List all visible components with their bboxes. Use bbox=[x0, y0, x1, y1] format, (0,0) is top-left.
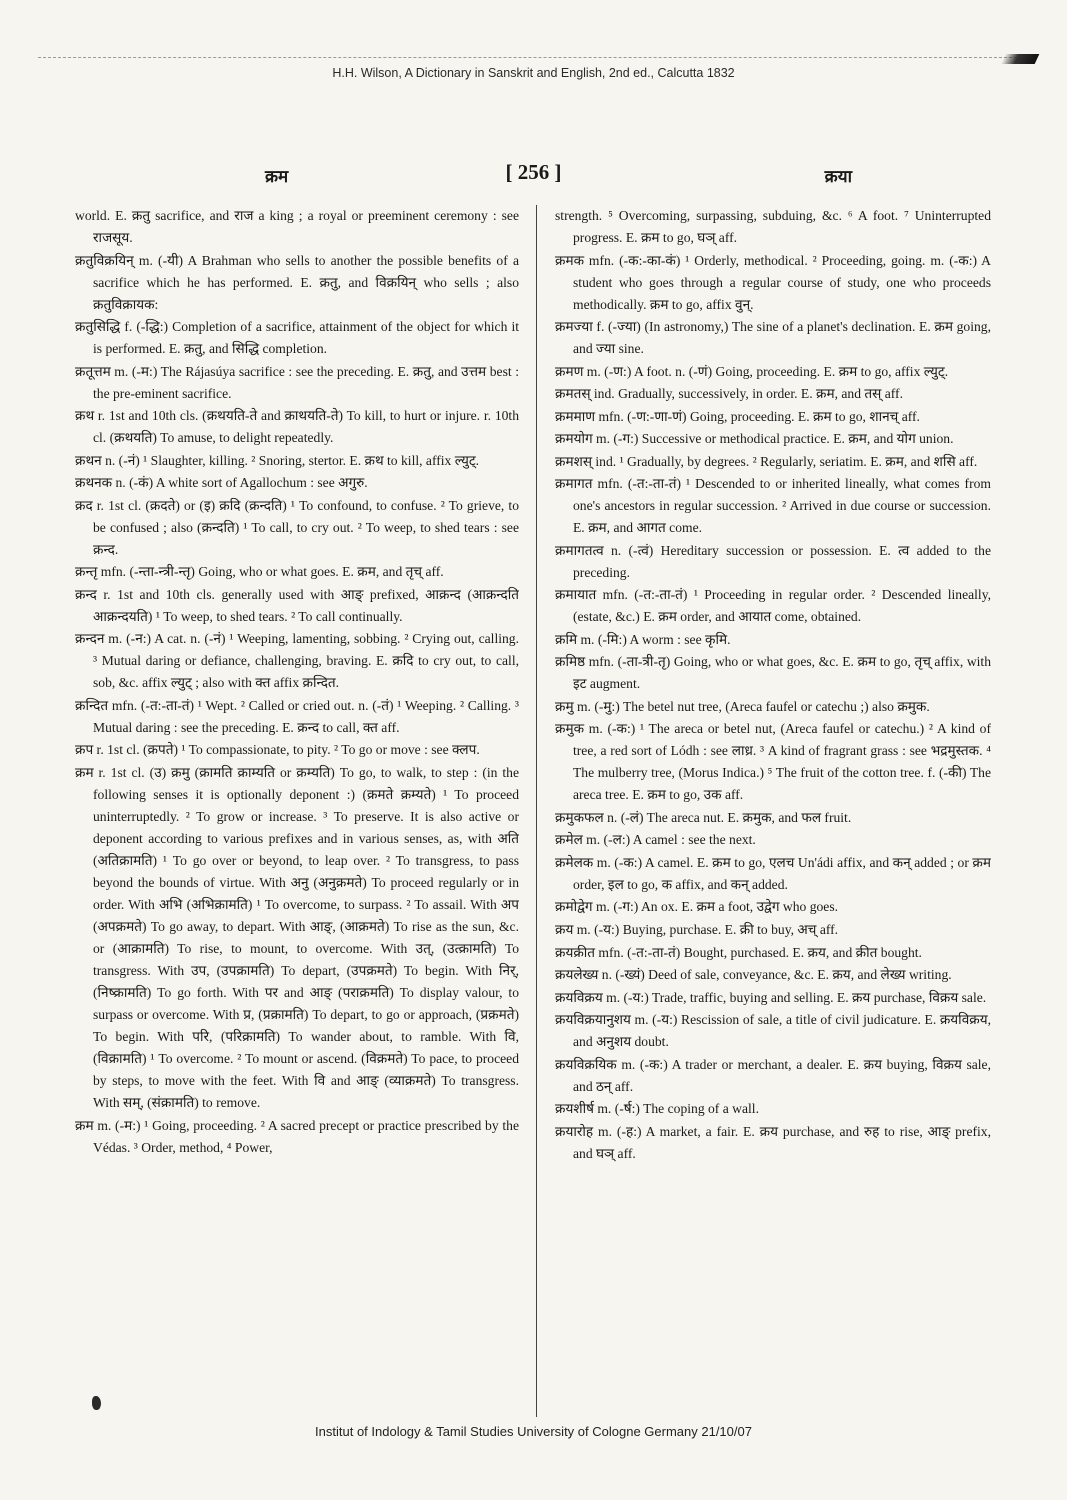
scan-border-line bbox=[38, 57, 1037, 58]
dictionary-entry: क्रमागत mfn. (-त:-ता-तं) ¹ Descended to or inherited lineally, what comes from one's ancestors in regular succession. ² Arrived in due course or succession. E. क्रम, and आगत come. bbox=[555, 476, 991, 536]
dictionary-entry: क्रन्द r. 1st and 10th cls. generally used with आङ् prefixed, आक्रन्द (आक्रन्दति आक्रन्दयति) ¹ To weep, to shed tears. ² To call continually. bbox=[75, 586, 519, 624]
right-column bbox=[555, 205, 991, 1425]
dictionary-entry: क्रमक mfn. (-क:-का-कं) ¹ Orderly, methodical. ² Proceeding, going. m. (-क:) A student who goes through a regular course of study, one who proceeds methodically. क्रम to go, affix वुन्. bbox=[555, 252, 991, 312]
scan-blot bbox=[92, 1396, 101, 1410]
scan-artifact bbox=[1001, 54, 1040, 64]
source-citation: H.H. Wilson, A Dictionary in Sanskrit and English, 2nd ed., Calcutta 1832 bbox=[332, 66, 735, 80]
dictionary-entry: क्रम r. 1st cl. (उ) क्रमु (क्रामति क्राम्यति or क्रम्यति) To go, to walk, to step : (in the following senses it is optionally deponent :) (क्रमते क्रम्यते) ¹ To proceed uninterruptedly. ² To grow or increase. ³ To preserve. It is also active or deponent according to various prefixes and in various senses, as, with अति (अतिक्रामति) ¹ To go over or beyond, to leap over. ² To transgress, to pass beyond the bounds of virtue. With अनु (अनुक्रमते) To proceed regularly or in order. With अभि (अभिक्रामति) ¹ To overcome, to surpass. ² To assail. With अप (अपक्रमते) To go away, to depart. With आङ्, (आक्रमते) To rise as the sun, &c. or (आक्रामति) To rise, to mount, to overcome. With उत्, (उत्क्रामति) To transgress. With उप, (उपक्रामति) To depart, (उपक्रमते) To begin. With निर्, (निष्क्रामति) To go forth. With पर and आङ् (पराक्रमति) To display valour, to surpass or overcome. With प्र, (प्रक्रामति) To depart, to go or approach, (प्रक्रमते) To begin. With परि, (परिक्रामति) To wander about, to ramble. With वि, (विक्रामति) ¹ To overcome. ² To mount or ascend. (विक्रमते) To pace, to proceed by steps, to move with the feet. With वि and आङ् (व्याक्रमते) To transgress. With सम्, (संक्रामति) to remove. bbox=[75, 764, 519, 1111]
dictionary-entry: क्रमशस् ind. ¹ Gradually, by degrees. ² Regularly, seriatim. E. क्रम, and शसि aff. bbox=[555, 453, 978, 469]
dictionary-entry: क्रममाण mfn. (-ण:-णा-णं) Going, proceeding. E. क्रम to go, शानच् aff. bbox=[555, 408, 920, 424]
dictionary-entry: क्रमायात mfn. (-त:-ता-तं) ¹ Proceeding in regular order. ² Descended lineally, (estate, &c.) E. क्रम order, and आयात come, obtained. bbox=[555, 587, 991, 625]
dictionary-entry: क्रयशीर्ष m. (-र्ष:) The coping of a wall. bbox=[555, 1101, 759, 1117]
dictionary-entry: क्रतूत्तम m. (-म:) The Rájasúya sacrifice : see the preceding. E. क्रतु, and उत्तम best : the pre-eminent sacrifice. bbox=[75, 363, 519, 401]
dictionary-entry: क्रयविक्रयिक m. (-क:) A trader or merchant, a dealer. E. क्रय buying, विक्रय sale, and ठन् aff. bbox=[555, 1056, 991, 1094]
dictionary-entry: क्रथनक n. (-कं) A white sort of Agallochum : see अगुरु. bbox=[75, 475, 368, 491]
footer-credit: Institut of Indology & Tamil Studies University of Cologne Germany 21/10/07 bbox=[315, 1424, 752, 1439]
dictionary-entry: क्रतुविक्रयिन् m. (-यी) A Brahman who sells to another the possible benefits of a sacrifice which he has performed. E. क्रतु, and विक्रयिन् who sells ; also क्रतुविक्रायक: bbox=[75, 252, 519, 312]
dictionary-entry: क्रन्दित mfn. (-त:-ता-तं) ¹ Wept. ² Called or cried out. n. (-तं) ¹ Weeping. ² Calling. ³ Mutual daring : see the preceding. E. क्रन्द to call, क्त aff. bbox=[75, 697, 519, 735]
page-header bbox=[85, 160, 982, 190]
dictionary-entry: क्रमिष्ठ mfn. (-ता-त्री-तृ) Going, who or what goes, &c. E. क्रम to go, तृच् affix, with इट augment. bbox=[555, 654, 991, 692]
headword-left: क्रम bbox=[265, 167, 289, 187]
dictionary-entry: क्रयारोह m. (-ह:) A market, a fair. E. क्रय purchase, and रुह to rise, आङ् prefix, and घञ् aff. bbox=[555, 1123, 991, 1161]
dictionary-entry: क्रमयोग m. (-ग:) Successive or methodical practice. E. क्रम, and योग union. bbox=[555, 431, 954, 447]
dictionary-entry: क्रमु m. (-मु:) The betel nut tree, (Areca faufel or catechu ;) also क्रमुक. bbox=[555, 698, 930, 714]
dictionary-entry: क्रयक्रीत mfn. (-त:-ता-तं) Bought, purchased. E. क्रय, and क्रीत bought. bbox=[555, 944, 922, 960]
dictionary-entry: क्रतुसिद्धि f. (-द्धि:) Completion of a sacrifice, attainment of the object for which it is performed. E. क्रतु, and सिद्धि completion. bbox=[75, 319, 519, 357]
dictionary-entry: क्रमुकफल n. (-लं) The areca nut. E. क्रमुक, and फल fruit. bbox=[555, 809, 852, 825]
dictionary-entry: क्रमागतत्व n. (-त्वं) Hereditary succession or possession. E. त्व added to the preceding. bbox=[555, 542, 991, 580]
dictionary-entry: क्रमुक m. (-क:) ¹ The areca or betel nut, (Areca faufel or catechu.) ² A kind of tree, a red sort of Lódh : see लाध्र. ³ A kind of fragrant grass : see भद्रमुस्तक. ⁴ The mulberry tree, (Morus Indica.) ⁵ The fruit of the cotton tree. f. (-की) The areca tree. E. क्रम to go, उक aff. bbox=[555, 721, 991, 803]
dictionary-entry: क्रप r. 1st cl. (क्रपते) ¹ To compassionate, to pity. ² To go or move : see क्लप. bbox=[75, 742, 480, 758]
dictionary-entry: क्रमतस् ind. Gradually, successively, in order. E. क्रम, and तस् aff. bbox=[555, 386, 903, 402]
dictionary-entry: world. E. क्रतु sacrifice, and राज a king ; a royal or preeminent ceremony : see राजसूय. bbox=[75, 208, 519, 246]
dictionary-entry: क्रन्दन m. (-न:) A cat. n. (-नं) ¹ Weeping, lamenting, sobbing. ² Crying out, calling. ³ Mutual daring or defiance, challenging, braving. E. क्रदि to cry out, to call, sob, &c. affix ल्युट् ; also with क्त affix क्रन्दित. bbox=[75, 631, 519, 691]
dictionary-entry: क्रयविक्रयानुशय m. (-य:) Rescission of sale, a title of civil judicature. E. क्रयविक्रय, and अनुशय doubt. bbox=[555, 1012, 991, 1050]
dictionary-entry: क्रमज्या f. (-ज्या) (In astronomy,) The sine of a planet's declination. E. क्रम going, and ज्या sine. bbox=[555, 319, 991, 357]
page-number: [ 256 ] bbox=[505, 160, 562, 184]
dictionary-entry: strength. ⁵ Overcoming, surpassing, subduing, &c. ⁶ A foot. ⁷ Uninterrupted progress. E. क्रम to go, घञ् aff. bbox=[555, 208, 991, 246]
dictionary-entry: क्रद r. 1st cl. (क्रदते) or (इ) क्रदि (क्रन्दति) ¹ To confound, to confuse. ² To grieve, to be confused ; also (क्रन्दति) ¹ To call, to cry out. ² To weep, to shed tears : see क्रन्द. bbox=[75, 497, 519, 557]
dictionary-entry: क्रमण m. (-ण:) A foot. n. (-णं) Going, proceeding. E. क्रम to go, affix ल्युट्. bbox=[555, 363, 949, 379]
dictionary-entry: क्रमोद्वेग m. (-ग:) An ox. E. क्रम a foot, उद्वेग who goes. bbox=[555, 899, 839, 915]
dictionary-entry: क्रम m. (-म:) ¹ Going, proceeding. ² A sacred precept or practice prescribed by the Védas. ³ Order, method, ⁴ Power, bbox=[75, 1117, 519, 1155]
headword-right: क्रया bbox=[824, 167, 852, 187]
dictionary-entry: क्रयलेख्य n. (-ख्यं) Deed of sale, conveyance, &c. E. क्रय, and लेख्य writing. bbox=[555, 967, 952, 983]
column-divider bbox=[536, 205, 537, 1417]
left-column bbox=[75, 205, 519, 1425]
dictionary-entry: क्रमेलक m. (-क:) A camel. E. क्रम to go, एलच Un'ádi affix, and कन् added ; or क्रम order, इल to go, क affix, and कन् added. bbox=[555, 854, 991, 892]
dictionary-entry: क्रथन n. (-नं) ¹ Slaughter, killing. ² Snoring, stertor. E. क्रथ to kill, affix ल्युट्. bbox=[75, 452, 480, 468]
dictionary-entry: क्रय m. (-य:) Buying, purchase. E. क्री to buy, अच् aff. bbox=[555, 922, 839, 937]
dictionary-entry: क्रमेल m. (-ल:) A camel : see the next. bbox=[555, 832, 756, 848]
dictionary-entry: क्रयविक्रय m. (-य:) Trade, traffic, buying and selling. E. क्रय purchase, विक्रय sale. bbox=[555, 989, 987, 1005]
dictionary-entry: क्रन्तृ mfn. (-न्ता-न्त्री-न्तृ) Going, who or what goes. E. क्रम, and तृच् aff. bbox=[75, 564, 444, 580]
dictionary-entry: क्रमि m. (-मि:) A worm : see कृमि. bbox=[555, 631, 731, 647]
dictionary-entry: क्रथ r. 1st and 10th cls. (क्रथयति-ते and क्राथयति-ते) To kill, to hurt or injure. r. 10th cl. (क्रथयति) To amuse, to delight repeatedly. bbox=[75, 408, 519, 446]
